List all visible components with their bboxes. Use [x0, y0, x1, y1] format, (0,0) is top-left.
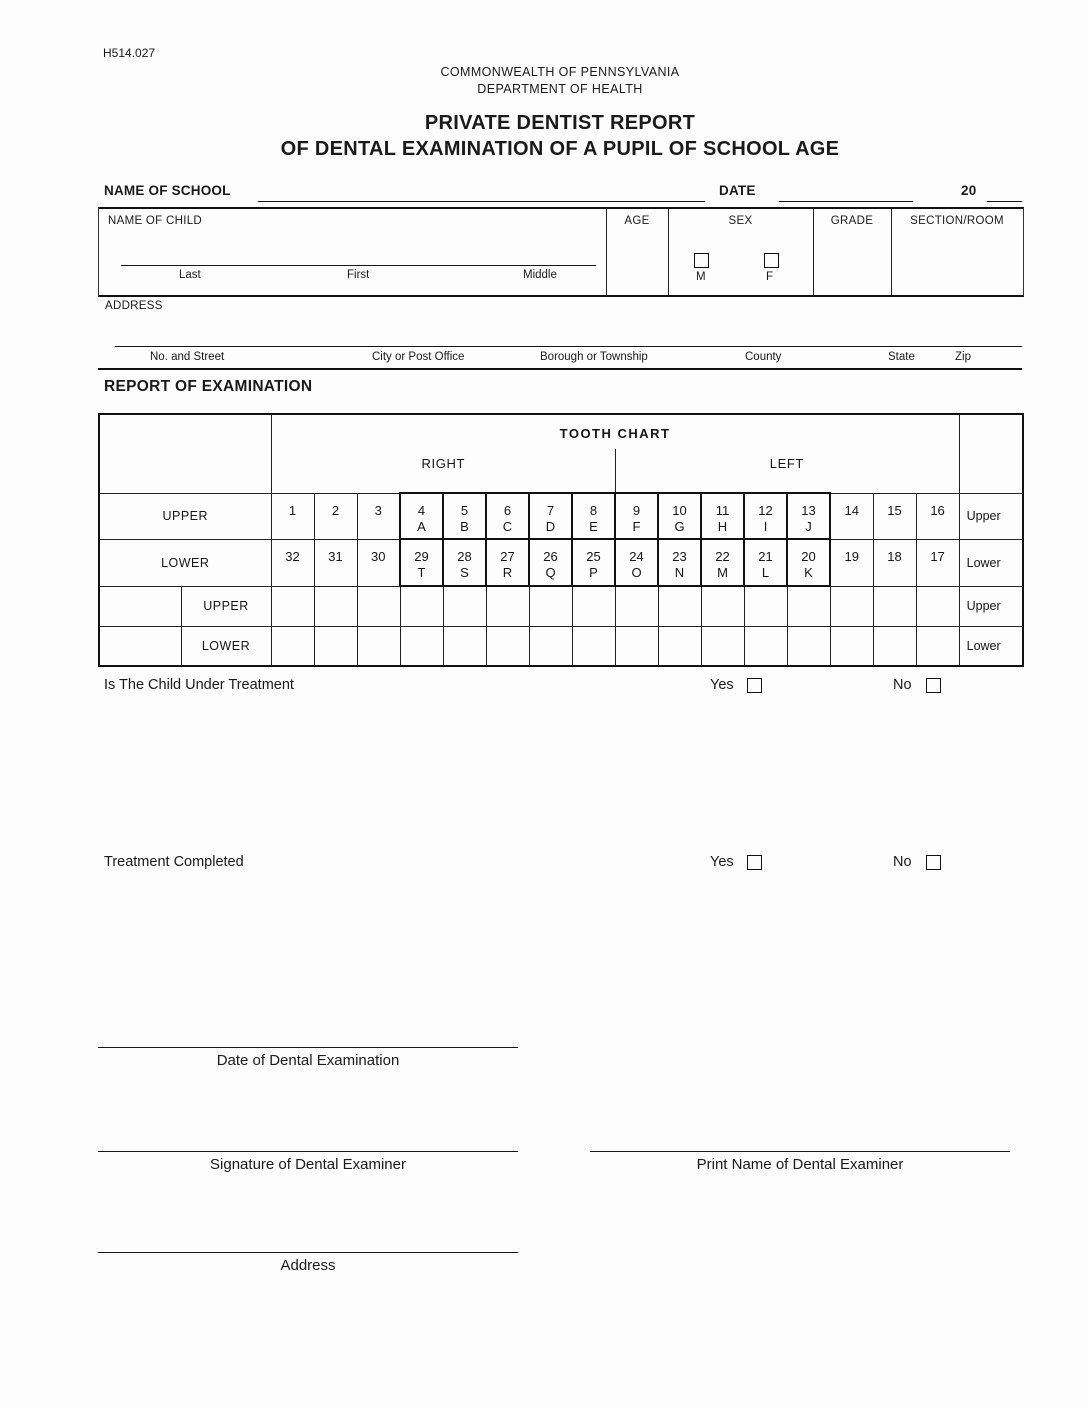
- tooth-number: 29: [414, 549, 429, 564]
- treatment-completed-yes-label: Yes: [710, 854, 734, 870]
- tooth-letter: [917, 519, 959, 535]
- tooth-upper-5: [443, 493, 486, 539]
- tooth-letter: [358, 519, 400, 535]
- tooth-upper-16: [916, 493, 959, 539]
- tooth-upper-10: [658, 493, 701, 539]
- upper-row-label: UPPER: [99, 493, 271, 539]
- exam-lower-cell-15[interactable]: [873, 626, 916, 666]
- tooth-number: 8: [589, 502, 598, 518]
- school-name-input[interactable]: [258, 201, 705, 202]
- tooth-number: 18: [887, 549, 902, 564]
- exam-lower-cell-14[interactable]: [830, 626, 873, 666]
- tooth-letter: [874, 565, 916, 581]
- tooth-chart-header: [271, 414, 959, 493]
- under-treatment-yes-label: Yes: [710, 677, 734, 693]
- exam-lower-cell-11[interactable]: [701, 626, 744, 666]
- tooth-upper-13: [787, 493, 830, 539]
- signature-label: Signature of Dental Examiner: [210, 1156, 406, 1173]
- tooth-upper-7: [529, 493, 572, 539]
- exam-lower-cell-7[interactable]: [529, 626, 572, 666]
- tooth-letter: C: [502, 518, 513, 534]
- tooth-letter: Q: [545, 565, 556, 580]
- upper-side-label: Upper: [959, 493, 1023, 539]
- tooth-number: 14: [844, 502, 859, 518]
- tooth-letter: E: [589, 518, 598, 534]
- tooth-chart-title: TOOTH CHART: [559, 426, 671, 441]
- tooth-letter: T: [417, 565, 426, 580]
- tooth-letter: [272, 565, 314, 581]
- signature-input[interactable]: [98, 1151, 518, 1152]
- exam-upper-spacer: [99, 586, 181, 626]
- form-title-line-1: PRIVATE DENTIST REPORT: [424, 112, 696, 134]
- form-number: H514.027: [103, 46, 156, 60]
- tooth-lower-23: [658, 539, 701, 586]
- female-label: F: [766, 271, 774, 283]
- exam-lower-cell-10[interactable]: [658, 626, 701, 666]
- exam-upper-cell-14[interactable]: [830, 586, 873, 626]
- exam-upper-cell-8[interactable]: [572, 586, 615, 626]
- exam-upper-cell-4[interactable]: [400, 586, 443, 626]
- age-label: AGE: [624, 215, 650, 227]
- tooth-lower-27: [486, 539, 529, 586]
- year-input[interactable]: [987, 201, 1022, 202]
- tooth-letter: S: [460, 565, 469, 580]
- tooth-lower-25: [572, 539, 615, 586]
- tooth-upper-2: [314, 493, 357, 539]
- exam-lower-cell-16[interactable]: [916, 626, 959, 666]
- exam-lower-cell-8[interactable]: [572, 626, 615, 666]
- male-label: M: [696, 271, 706, 283]
- tooth-letter: G: [674, 518, 685, 534]
- tooth-number: 25: [586, 549, 601, 564]
- exam-date-input[interactable]: [98, 1047, 518, 1048]
- tooth-number: 2: [331, 502, 340, 518]
- tooth-number: 19: [844, 549, 859, 564]
- tooth-lower-20: [787, 539, 830, 586]
- exam-upper-cell-5[interactable]: [443, 586, 486, 626]
- exam-upper-side-label: Upper: [959, 586, 1023, 626]
- exam-upper-cell-1[interactable]: [271, 586, 314, 626]
- treatment-completed-yes-checkbox[interactable]: [747, 855, 762, 870]
- tooth-number: 31: [328, 549, 343, 564]
- tooth-upper-6: [486, 493, 529, 539]
- tooth-number: 30: [371, 549, 386, 564]
- zip-label: Zip: [955, 351, 971, 363]
- section-rule: [98, 368, 1022, 370]
- tooth-number: 20: [801, 549, 816, 564]
- state-label: State: [888, 351, 915, 363]
- treatment-completed-no-label: No: [893, 854, 912, 870]
- county-label: County: [745, 351, 782, 363]
- tooth-number: 26: [543, 549, 558, 564]
- tooth-number: 21: [758, 549, 773, 564]
- tooth-letter: K: [804, 565, 813, 580]
- city-label: City or Post Office: [372, 351, 465, 363]
- exam-lower-cell-12[interactable]: [744, 626, 787, 666]
- exam-lower-cell-2[interactable]: [314, 626, 357, 666]
- exam-upper-cell-11[interactable]: [701, 586, 744, 626]
- under-treatment-no-checkbox[interactable]: [926, 678, 941, 693]
- tooth-lower-29: [400, 539, 443, 586]
- tooth-upper-1: [271, 493, 314, 539]
- tooth-letter: M: [717, 565, 728, 580]
- tooth-lower-21: [744, 539, 787, 586]
- tooth-number: 12: [758, 502, 773, 518]
- examiner-address-input[interactable]: [98, 1252, 518, 1253]
- agency-line-1: COMMONWEALTH OF PENNSYLVANIA: [440, 65, 680, 79]
- exam-upper-cell-6[interactable]: [486, 586, 529, 626]
- tooth-upper-8: [572, 493, 615, 539]
- exam-lower-cell-3[interactable]: [357, 626, 400, 666]
- under-treatment-label: Is The Child Under Treatment: [104, 677, 294, 693]
- tooth-letter: R: [502, 565, 513, 580]
- section-room-label: SECTION/ROOM: [910, 215, 1004, 227]
- tooth-number: 15: [887, 502, 902, 518]
- tooth-number: 11: [715, 502, 730, 518]
- left-section-label: LEFT: [769, 456, 804, 471]
- exam-lower-cell-9[interactable]: [615, 626, 658, 666]
- tooth-upper-9: [615, 493, 658, 539]
- tooth-letter: [874, 519, 916, 535]
- exam-lower-cell-4[interactable]: [400, 626, 443, 666]
- exam-lower-cell-5[interactable]: [443, 626, 486, 666]
- tooth-chart-table: [98, 413, 1024, 667]
- tooth-letter: I: [763, 518, 768, 534]
- tooth-letter: [831, 565, 873, 581]
- tooth-lower-19: [830, 539, 873, 586]
- tooth-number: 3: [374, 502, 382, 518]
- child-info-table: [98, 207, 1024, 297]
- under-treatment-no-label: No: [893, 677, 912, 693]
- tooth-number: 7: [546, 502, 555, 518]
- tooth-letter: N: [674, 565, 685, 580]
- examiner-address-label: Address: [280, 1257, 336, 1274]
- tooth-letter: [315, 565, 357, 581]
- tooth-number: 24: [629, 549, 644, 564]
- tooth-number: 5: [460, 502, 469, 518]
- tooth-number: 16: [930, 502, 945, 518]
- exam-upper-cell-12[interactable]: [744, 586, 787, 626]
- tooth-lower-26: [529, 539, 572, 586]
- tooth-number: 9: [632, 502, 641, 518]
- tooth-lower-28: [443, 539, 486, 586]
- tooth-letter: A: [417, 518, 426, 534]
- tooth-letter: L: [761, 565, 770, 580]
- exam-upper-cell-3[interactable]: [357, 586, 400, 626]
- address-label: ADDRESS: [105, 300, 163, 312]
- treatment-completed-no-checkbox[interactable]: [926, 855, 941, 870]
- tooth-number: 4: [417, 502, 426, 518]
- female-checkbox[interactable]: [764, 253, 779, 268]
- tooth-letter: [831, 519, 873, 535]
- school-name-label: NAME OF SCHOOL: [104, 183, 231, 198]
- tooth-letter: F: [632, 518, 641, 534]
- tooth-letter: [315, 519, 357, 535]
- lower-row-label: LOWER: [99, 539, 271, 586]
- section-room-input[interactable]: [891, 233, 1023, 288]
- print-name-input[interactable]: [590, 1151, 1010, 1152]
- tooth-number: 27: [500, 549, 515, 564]
- tooth-lower-30: [357, 539, 400, 586]
- year-prefix: 20: [961, 183, 977, 198]
- last-name-label: Last: [179, 269, 201, 281]
- tooth-lower-31: [314, 539, 357, 586]
- middle-name-label: Middle: [523, 269, 557, 281]
- tooth-number: 17: [930, 549, 945, 564]
- tooth-letter: B: [460, 518, 469, 534]
- tooth-upper-4: [400, 493, 443, 539]
- tooth-letter: [272, 519, 314, 535]
- exam-lower-cell-1[interactable]: [271, 626, 314, 666]
- exam-upper-cell-16[interactable]: [916, 586, 959, 626]
- exam-lower-row-label: LOWER: [181, 626, 271, 666]
- tooth-number: 22: [715, 549, 730, 564]
- grade-label: GRADE: [830, 215, 874, 227]
- tooth-number: 13: [801, 502, 816, 518]
- exam-upper-row-label: UPPER: [181, 586, 271, 626]
- age-input[interactable]: [606, 233, 668, 288]
- sex-label: SEX: [728, 215, 753, 227]
- tooth-number: 32: [285, 549, 300, 564]
- exam-upper-cell-15[interactable]: [873, 586, 916, 626]
- tooth-number: 1: [288, 502, 297, 518]
- tooth-letter: [917, 565, 959, 581]
- tooth-letter: [358, 565, 400, 581]
- tooth-chart-header-left-spacer: [99, 414, 271, 493]
- tooth-letter: H: [717, 518, 728, 534]
- tooth-number: 10: [672, 502, 687, 518]
- exam-lower-side-label: Lower: [959, 626, 1023, 666]
- exam-upper-cell-10[interactable]: [658, 586, 701, 626]
- male-checkbox[interactable]: [694, 253, 709, 268]
- exam-lower-cell-6[interactable]: [486, 626, 529, 666]
- tooth-chart-header-right-spacer: [959, 414, 1023, 493]
- grade-input[interactable]: [813, 233, 891, 288]
- tooth-upper-15: [873, 493, 916, 539]
- exam-upper-cell-7[interactable]: [529, 586, 572, 626]
- tooth-letter: P: [589, 565, 598, 580]
- tooth-lower-17: [916, 539, 959, 586]
- right-left-divider: [615, 449, 616, 493]
- tooth-upper-11: [701, 493, 744, 539]
- date-label: DATE: [719, 183, 756, 198]
- print-name-label: Print Name of Dental Examiner: [696, 1156, 904, 1173]
- street-label: No. and Street: [150, 351, 225, 363]
- tooth-lower-32: [271, 539, 314, 586]
- tooth-letter: O: [631, 565, 642, 580]
- tooth-letter: D: [545, 518, 556, 534]
- first-name-label: First: [347, 269, 370, 281]
- tooth-upper-14: [830, 493, 873, 539]
- agency-line-2: DEPARTMENT OF HEALTH: [477, 82, 643, 96]
- exam-lower-spacer: [99, 626, 181, 666]
- tooth-upper-3: [357, 493, 400, 539]
- tooth-lower-22: [701, 539, 744, 586]
- lower-side-label: Lower: [959, 539, 1023, 586]
- exam-upper-cell-13[interactable]: [787, 586, 830, 626]
- child-name-input[interactable]: [121, 265, 596, 266]
- date-input[interactable]: [779, 201, 913, 202]
- under-treatment-yes-checkbox[interactable]: [747, 678, 762, 693]
- form-header: [98, 64, 1022, 162]
- tooth-upper-12: [744, 493, 787, 539]
- address-input[interactable]: [115, 346, 1022, 347]
- exam-upper-cell-9[interactable]: [615, 586, 658, 626]
- form-title-line-2: OF DENTAL EXAMINATION OF A PUPIL OF SCHOOL AGE: [280, 138, 840, 160]
- tooth-lower-18: [873, 539, 916, 586]
- tooth-number: 6: [503, 502, 512, 518]
- exam-date-label: Date of Dental Examination: [216, 1052, 400, 1069]
- child-name-label: NAME OF CHILD: [108, 215, 202, 227]
- tooth-number: 23: [672, 549, 687, 564]
- right-section-label: RIGHT: [421, 456, 465, 471]
- report-of-examination-heading: REPORT OF EXAMINATION: [104, 378, 313, 395]
- exam-lower-cell-13[interactable]: [787, 626, 830, 666]
- tooth-lower-24: [615, 539, 658, 586]
- exam-upper-cell-2[interactable]: [314, 586, 357, 626]
- tooth-number: 28: [457, 549, 472, 564]
- tooth-letter: J: [805, 518, 812, 534]
- treatment-completed-label: Treatment Completed: [104, 854, 244, 870]
- borough-label: Borough or Township: [540, 351, 648, 363]
